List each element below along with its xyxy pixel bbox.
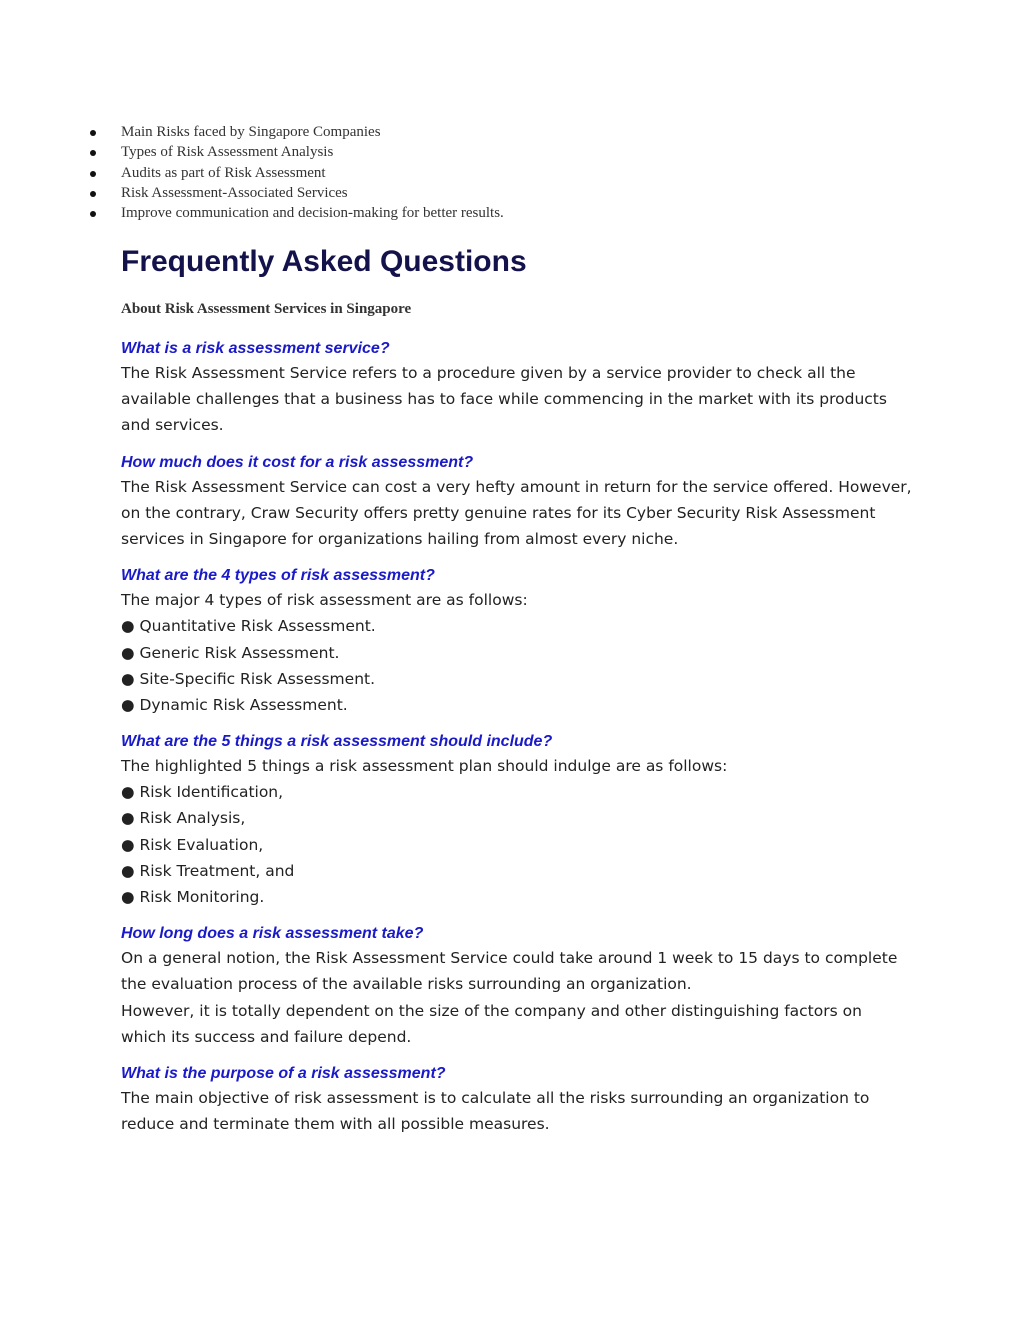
answer-line: The Risk Assessment Service refers to a procedure given by a service provider to check all the (121, 364, 856, 382)
faq-item (121, 1063, 921, 1137)
answer-bullet: ● Risk Analysis, (121, 809, 246, 828)
answer-line: The highlighted 5 things a risk assessment plan should indulge are as follows: (121, 757, 728, 776)
faq-list (121, 338, 921, 1150)
answer-line: which its success and failure depend. (121, 1027, 412, 1046)
faq-answer (121, 587, 921, 718)
faq-item (121, 452, 921, 553)
answer-line: The major 4 types of risk assessment are as follows: (121, 591, 528, 610)
faq-question: How much does it cost for a risk assessment? (121, 453, 474, 471)
answer-line: available challenges that a business has to face while commencing in the market with its products (121, 390, 887, 409)
answer-line: and services. (121, 416, 224, 435)
faq-question: How long does a risk assessment take? (121, 925, 424, 943)
faq-answer (121, 474, 921, 553)
list-item: Audits as part of Risk Assessment (88, 163, 504, 183)
faq-answer (121, 1085, 921, 1137)
faq-question: What is the purpose of a risk assessment? (121, 1064, 446, 1082)
faq-answer (121, 945, 921, 1050)
answer-line: On a general notion, the Risk Assessment Service could take around 1 week to 15 days to complete (121, 949, 898, 968)
answer-bullet: ● Quantitative Risk Assessment. (121, 617, 376, 636)
bullet-icon (90, 211, 96, 217)
answer-bullet: ● Site-Specific Risk Assessment. (121, 669, 376, 688)
bullet-icon (90, 150, 96, 156)
answer-line: reduce and terminate them with all possible measures. (121, 1115, 550, 1134)
faq-item (121, 731, 921, 910)
bullet-icon (90, 130, 96, 136)
faq-heading: Frequently Asked Questions (121, 245, 527, 278)
answer-bullet: ● Risk Evaluation, (121, 835, 264, 854)
faq-answer (121, 360, 921, 439)
faq-question: What is a risk assessment service? (121, 340, 390, 357)
faq-item (121, 923, 921, 1050)
answer-bullet: ● Risk Identification, (121, 783, 284, 802)
answer-line: However, it is totally dependent on the size of the company and other distinguishing factors on (121, 1001, 862, 1020)
faq-item (121, 565, 921, 718)
faq-question: What are the 4 types of risk assessment? (121, 567, 435, 585)
answer-line: The main objective of risk assessment is to calculate all the risks surrounding an organization to (121, 1088, 870, 1107)
answer-line: the evaluation process of the available risks surrounding an organization. (121, 975, 692, 994)
answer-line: services in Singapore for organizations hailing from almost every niche. (121, 529, 679, 548)
answer-bullet: ● Dynamic Risk Assessment. (121, 695, 348, 714)
faq-question: What are the 5 things a risk assessment should include? (121, 733, 553, 751)
faq-item (121, 338, 921, 439)
list-item: Risk Assessment-Associated Services (88, 183, 504, 203)
faq-subheading: About Risk Assessment Services in Singapore (121, 301, 412, 317)
bullet-icon (90, 191, 96, 197)
answer-bullet: ● Risk Treatment, and (121, 861, 295, 880)
topics-bullet-list (88, 122, 504, 223)
answer-bullet: ● Generic Risk Assessment. (121, 643, 340, 662)
list-item: Types of Risk Assessment Analysis (88, 142, 504, 162)
list-item: Improve communication and decision-making for better results. (88, 203, 504, 223)
answer-line: on the contrary, Craw Security offers pretty genuine rates for its Cyber Security Risk Assessment (121, 503, 876, 522)
bullet-icon (90, 171, 96, 177)
list-item: Main Risks faced by Singapore Companies (88, 122, 504, 142)
answer-bullet: ● Risk Monitoring. (121, 888, 265, 906)
faq-answer (121, 753, 921, 910)
answer-line: The Risk Assessment Service can cost a very hefty amount in return for the service offered. However, (121, 477, 912, 496)
